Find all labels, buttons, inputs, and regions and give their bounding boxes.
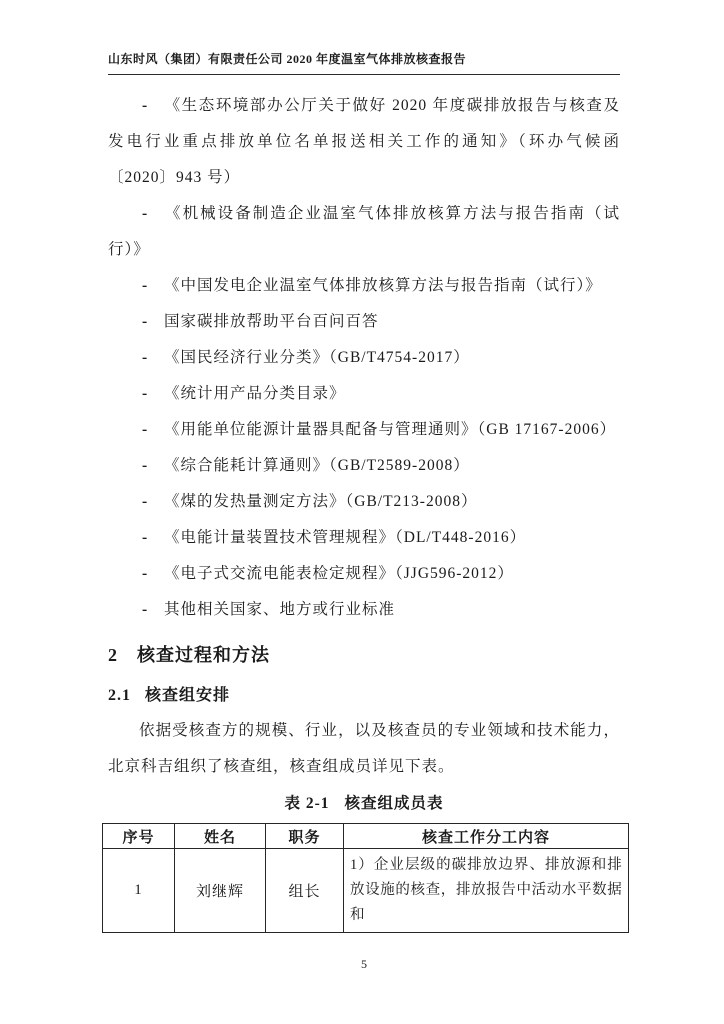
subsection-title: 核查组安排 bbox=[145, 687, 231, 704]
bullet-dash-icon: - bbox=[142, 565, 148, 582]
section-heading bbox=[108, 643, 620, 668]
reference-text: 《机械设备制造企业温室气体排放核算方法与报告指南（试行）》 bbox=[108, 205, 620, 258]
reference-item bbox=[108, 592, 620, 628]
reference-item bbox=[108, 448, 620, 484]
reference-item bbox=[108, 268, 620, 304]
bullet-dash-icon: - bbox=[142, 97, 148, 114]
reference-item bbox=[108, 304, 620, 340]
table-header-row bbox=[103, 824, 629, 849]
table-caption-label: 表 2-1 bbox=[284, 795, 330, 812]
section-number: 2 bbox=[108, 645, 118, 665]
reference-text: 《统计用产品分类目录》 bbox=[164, 385, 346, 402]
bullet-dash-icon: - bbox=[142, 529, 148, 546]
reference-text: 《生态环境部办公厅关于做好 2020 年度碳排放报告与核查及发电行业重点排放单位名单报送相关工作的通知》（环办气候函〔2020〕943 号） bbox=[108, 97, 620, 186]
bullet-dash-icon: - bbox=[142, 277, 148, 294]
reference-item bbox=[108, 88, 620, 196]
page-content bbox=[108, 88, 620, 972]
column-header-no: 序号 bbox=[103, 824, 175, 849]
cell-no: 1 bbox=[103, 849, 175, 933]
reference-item bbox=[108, 340, 620, 376]
column-header-role: 职务 bbox=[266, 824, 344, 849]
reference-item bbox=[108, 520, 620, 556]
members-table bbox=[102, 823, 629, 933]
bullet-dash-icon: - bbox=[142, 313, 148, 330]
reference-list bbox=[108, 88, 620, 628]
body-paragraph: 依据受核查方的规模、行业，以及核查员的专业领域和技术能力，北京科吉组织了核查组，核查组成员详见下表。 bbox=[108, 722, 620, 775]
reference-text: 《综合能耗计算通则》（GB/T2589-2008） bbox=[164, 457, 470, 474]
cell-duty: 1）企业层级的碳排放边界、排放源和排放设施的核查，排放报告中活动水平数据和 bbox=[344, 849, 629, 933]
page-footer bbox=[108, 957, 620, 972]
reference-item bbox=[108, 484, 620, 520]
subsection-heading bbox=[108, 685, 620, 707]
bullet-dash-icon: - bbox=[142, 421, 148, 438]
table-caption bbox=[108, 793, 620, 815]
table-caption-title: 核查组成员表 bbox=[344, 795, 444, 812]
header-title: 山东时风（集团）有限责任公司 2020 年度温室气体排放核查报告 bbox=[108, 52, 467, 66]
reference-text: 国家碳排放帮助平台百问百答 bbox=[164, 313, 379, 330]
reference-text: 其他相关国家、地方或行业标准 bbox=[164, 601, 396, 618]
reference-item bbox=[108, 412, 620, 448]
cell-role: 组长 bbox=[266, 849, 344, 933]
reference-text: 《国民经济行业分类》（GB/T4754-2017） bbox=[164, 349, 470, 366]
reference-text: 《电子式交流电能表检定规程》（JJG596-2012） bbox=[164, 565, 514, 582]
table-row bbox=[103, 849, 629, 933]
subsection-number: 2.1 bbox=[108, 687, 131, 704]
bullet-dash-icon: - bbox=[142, 385, 148, 402]
bullet-dash-icon: - bbox=[142, 601, 148, 618]
bullet-dash-icon: - bbox=[142, 457, 148, 474]
column-header-name: 姓名 bbox=[175, 824, 266, 849]
reference-item bbox=[108, 556, 620, 592]
section-title: 核查过程和方法 bbox=[137, 645, 270, 665]
reference-item bbox=[108, 376, 620, 412]
cell-name: 刘继辉 bbox=[175, 849, 266, 933]
reference-text: 《中国发电企业温室气体排放核算方法与报告指南（试行）》 bbox=[164, 277, 602, 294]
reference-item bbox=[108, 196, 620, 268]
reference-text: 《电能计量装置技术管理规程》（DL/T448-2016） bbox=[164, 529, 527, 546]
reference-text: 《煤的发热量测定方法》（GB/T213-2008） bbox=[164, 493, 478, 510]
bullet-dash-icon: - bbox=[142, 349, 148, 366]
page-number: 5 bbox=[361, 957, 367, 971]
column-header-duty: 核查工作分工内容 bbox=[344, 824, 629, 849]
bullet-dash-icon: - bbox=[142, 205, 148, 222]
bullet-dash-icon: - bbox=[142, 493, 148, 510]
page-header bbox=[108, 52, 620, 75]
reference-text: 《用能单位能源计量器具配备与管理通则》（GB 17167-2006） bbox=[164, 421, 617, 438]
